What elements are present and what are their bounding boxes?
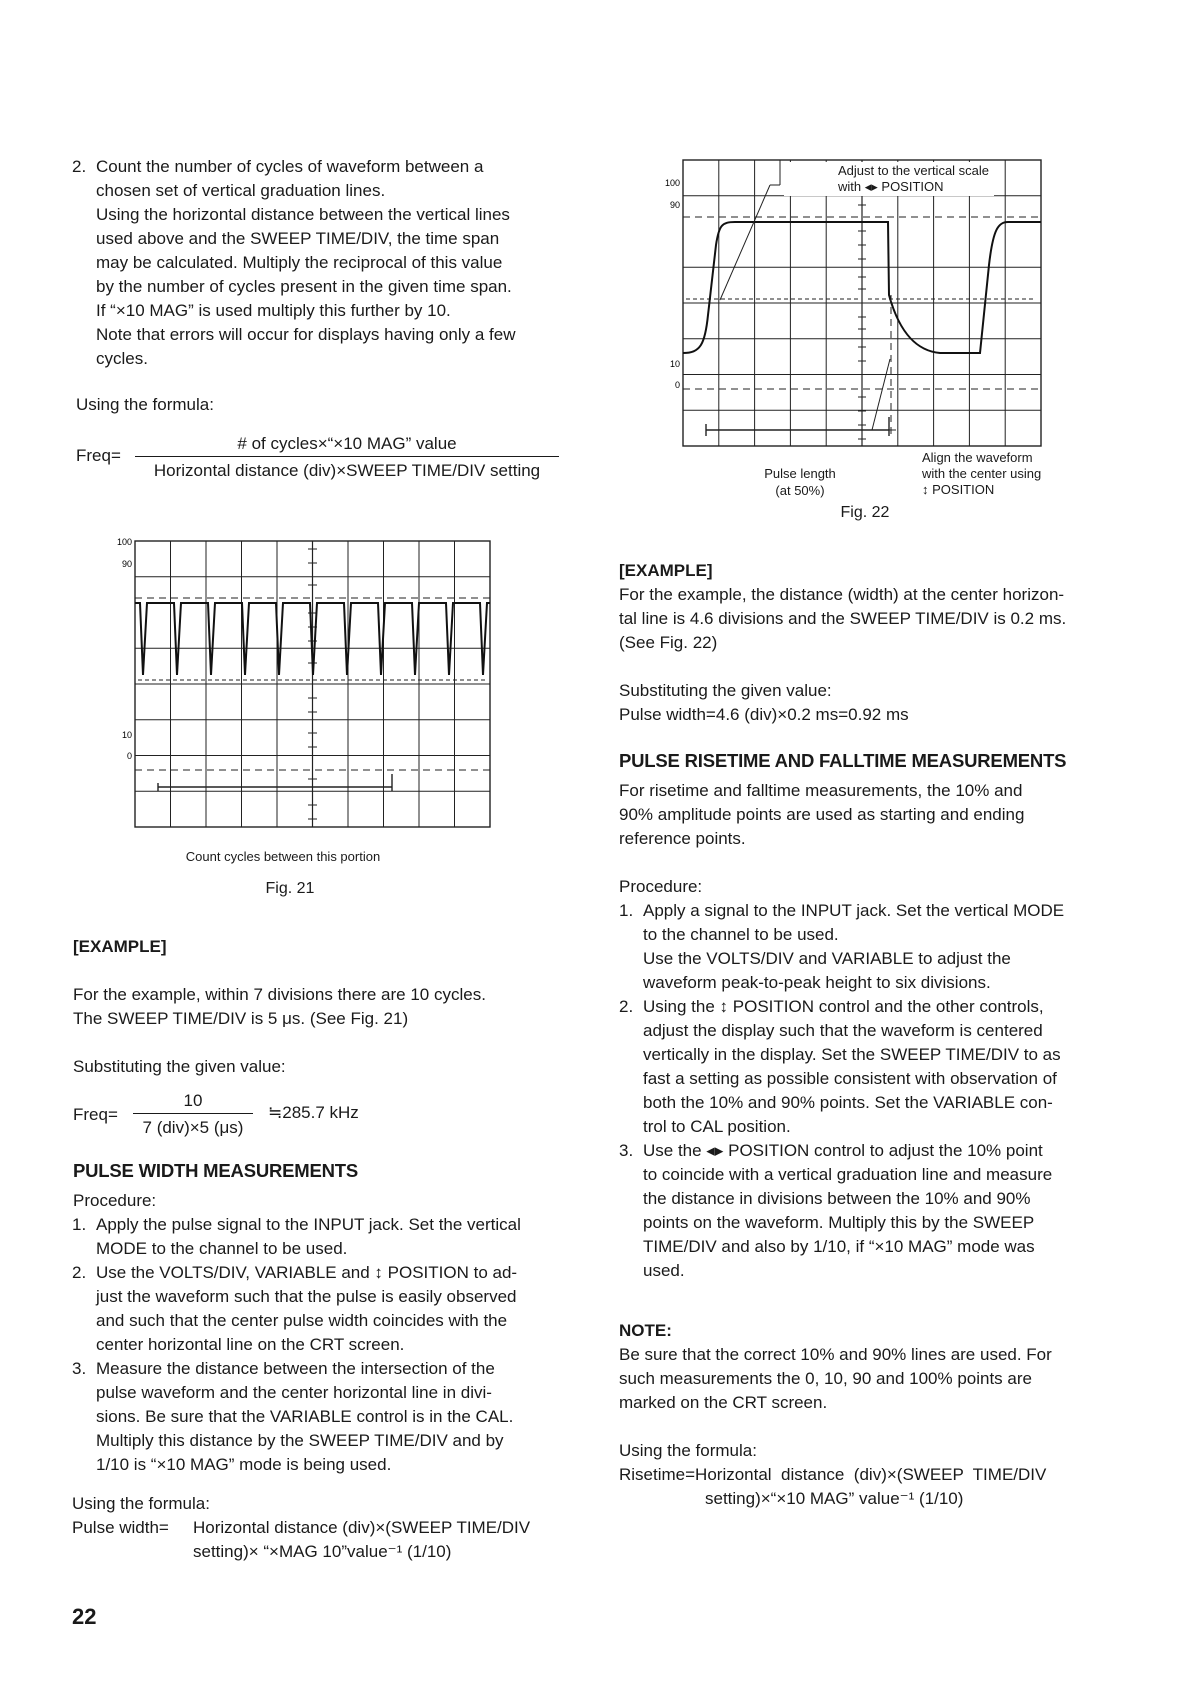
fig22-note-align-2: with the center using: [922, 466, 1042, 481]
list-number: 2.: [619, 997, 634, 1016]
text-line: For the example, the distance (width) at the center horizon-: [619, 585, 1065, 604]
text-line: and such that the center pulse width coincides with the: [96, 1311, 508, 1330]
text-line: by the number of cycles present in the given time span.: [96, 277, 512, 296]
text-line: cycles.: [96, 349, 148, 368]
text-line: the distance in divisions between the 10% and 90%: [643, 1189, 1031, 1208]
risetime-intro: [619, 779, 1099, 851]
text-line: pulse waveform and the center horizontal line in divi-: [96, 1383, 492, 1402]
text-line: center horizontal line on the CRT screen.: [96, 1335, 405, 1354]
text-line: (See Fig. 22): [619, 633, 718, 652]
text-line: Apply a signal to the INPUT jack. Set the vertical MODE: [643, 901, 1065, 920]
text-line: used above and the SWEEP TIME/DIV, the time span: [96, 229, 500, 248]
text-line: Using the ↕ POSITION control and the other controls,: [643, 997, 1044, 1016]
text-line: used.: [643, 1261, 685, 1280]
fig22-note-pulse-2: (at 50%): [775, 483, 825, 498]
fig22-label: Fig. 22: [840, 504, 890, 521]
fig22-axis-10: 10: [669, 359, 680, 369]
text-line: Measure the distance between the intersection of the: [96, 1359, 495, 1378]
right-example-text: [619, 583, 1099, 655]
fig21-caption: Count cycles between this portion: [185, 849, 381, 864]
text-line: Use the VOLTS/DIV and VARIABLE to adjust the: [643, 949, 1011, 968]
list-number: 3.: [72, 1359, 87, 1378]
text-line: may be calculated. Multiply the reciprocal of this value: [96, 253, 503, 272]
text-line: to the channel to be used.: [643, 925, 839, 944]
rise-formula-line-2: setting)×“×10 MAG” value⁻¹ (1/10): [705, 1489, 964, 1508]
note-text: [619, 1343, 1099, 1415]
text-line: trol to CAL position.: [643, 1117, 791, 1136]
pulse-width-heading: PULSE WIDTH MEASUREMENTS: [73, 1160, 359, 1181]
freq-label: Freq=: [76, 446, 121, 465]
text-line: Use the VOLTS/DIV, VARIABLE and ↕ POSITION to ad-: [96, 1263, 518, 1282]
text-line: If “×10 MAG” is used multiply this further by 10.: [96, 301, 451, 320]
freq-denominator: Horizontal distance (div)×SWEEP TIME/DIV setting: [153, 461, 541, 480]
left-example-heading: [EXAMPLE]: [73, 937, 167, 956]
text-line: such measurements the 0, 10, 90 and 100% points are: [619, 1369, 1032, 1388]
fig21-axis-90: 90: [121, 559, 132, 569]
left-procedure: Procedure:: [73, 1191, 157, 1210]
text-line: chosen set of vertical graduation lines.: [96, 181, 386, 200]
pulse-width-result: Pulse width=4.6 (div)×0.2 ms=0.92 ms: [619, 705, 909, 724]
right-procedure: Procedure:: [619, 877, 703, 896]
list-item: [72, 1357, 562, 1477]
text-line: MODE to the channel to be used.: [96, 1239, 348, 1258]
text-line: TIME/DIV and also by 1/10, if “×10 MAG” mode was: [643, 1237, 1035, 1256]
ex-result: ≒285.7 kHz: [268, 1103, 359, 1122]
ex-numerator: 10: [183, 1091, 203, 1110]
text-line: 1/10 is “×10 MAG” mode is being used.: [96, 1455, 392, 1474]
list-number: 2.: [72, 1263, 87, 1282]
pw-using-formula: Using the formula:: [72, 1494, 210, 1513]
text-line: vertically in the display. Set the SWEEP TIME/DIV to as: [643, 1045, 1061, 1064]
ex-freq-label: Freq=: [73, 1105, 118, 1124]
right-example-heading: [EXAMPLE]: [619, 561, 713, 580]
risetime-list: [619, 899, 1099, 1283]
fig22-note-top-2: with ◂▸ POSITION: [838, 179, 944, 194]
pulse-width-list: [72, 1213, 562, 1477]
fig22-note-top-1: Adjust to the vertical scale: [838, 163, 990, 178]
text-line: Note that errors will occur for displays having only a few: [96, 325, 516, 344]
list-item: [72, 1213, 562, 1261]
freq-fraction-line: [135, 456, 559, 457]
text-line: marked on the CRT screen.: [619, 1393, 828, 1412]
fig21-graticule: [110, 535, 500, 865]
right-substituting: Substituting the given value:: [619, 681, 832, 700]
fig21-label: Fig. 21: [265, 880, 315, 897]
note-heading: NOTE:: [619, 1321, 672, 1340]
fig21-axis-0: 0: [126, 751, 132, 761]
text-line: fast a setting as possible consistent with observation of: [643, 1069, 1057, 1088]
ex-denominator: 7 (div)×5 (μs): [142, 1118, 244, 1137]
text-line: For risetime and falltime measurements, the 10% and: [619, 781, 1023, 800]
text-line: to coincide with a vertical graduation line and measure: [643, 1165, 1053, 1184]
text-line: Count the number of cycles of waveform between a: [96, 157, 484, 176]
text-line: Be sure that the correct 10% and 90% lines are used. For: [619, 1345, 1052, 1364]
fig22-note-pulse-1: Pulse length: [764, 466, 836, 481]
text-line: sions. Be sure that the VARIABLE control is in the CAL.: [96, 1407, 514, 1426]
text-line: points on the waveform. Multiply this by the SWEEP: [643, 1213, 1035, 1232]
text-line: adjust the display such that the waveform is centered: [643, 1021, 1043, 1040]
list-item: [619, 1139, 1099, 1283]
rise-formula-line-1: Risetime=Horizontal distance (div)×(SWEEP TIME/DIV: [619, 1465, 1047, 1484]
left-example-line-1: For the example, within 7 divisions there are 10 cycles.: [73, 985, 486, 1004]
list-number: 2.: [72, 157, 87, 176]
text-line: just the waveform such that the pulse is easily observed: [96, 1287, 517, 1306]
text-line: tal line is 4.6 divisions and the SWEEP TIME/DIV is 0.2 ms.: [619, 609, 1067, 628]
fig21-axis-100: 100: [116, 537, 132, 547]
freq-numerator: # of cycles×“×10 MAG” value: [237, 434, 457, 453]
ex-fraction-line: [133, 1113, 253, 1114]
text-line: waveform peak-to-peak height to six divisions.: [643, 973, 991, 992]
list-number: 1.: [619, 901, 634, 920]
text-line: reference points.: [619, 829, 746, 848]
text-line: both the 10% and 90% points. Set the VARIABLE con-: [643, 1093, 1053, 1112]
fig22-axis-90: 90: [669, 200, 680, 210]
text-line: Use the ◂▸ POSITION control to adjust the 10% point: [643, 1141, 1043, 1160]
list-item: [619, 995, 1099, 1139]
fig22-axis-100: 100: [664, 178, 680, 188]
list-item: [72, 1261, 562, 1357]
text-line: Using the horizontal distance between the vertical lines: [96, 205, 510, 224]
fig21-axis-10: 10: [121, 730, 132, 740]
pw-formula-line-1: Horizontal distance (div)×(SWEEP TIME/DIV: [193, 1518, 531, 1537]
pw-formula-line-2: setting)× “×MAG 10”value⁻¹ (1/10): [193, 1542, 452, 1561]
using-formula-label: Using the formula:: [76, 395, 214, 414]
text-line: Multiply this distance by the SWEEP TIME/DIV and by: [96, 1431, 504, 1450]
text-line: Apply the pulse signal to the INPUT jack. Set the vertical: [96, 1215, 521, 1234]
pw-formula-label: Pulse width=: [72, 1518, 169, 1537]
text-line: 90% amplitude points are used as starting and ending: [619, 805, 1025, 824]
list-item: [619, 899, 1099, 995]
list-number: 3.: [619, 1141, 634, 1160]
left-substituting: Substituting the given value:: [73, 1057, 286, 1076]
list-number: 1.: [72, 1215, 87, 1234]
page-number: 22: [72, 1604, 97, 1629]
right-using-formula: Using the formula:: [619, 1441, 757, 1460]
fig22-axis-0: 0: [674, 380, 680, 390]
risetime-heading: PULSE RISETIME AND FALLTIME MEASUREMENTS: [619, 750, 1067, 771]
fig22-note-align-1: Align the waveform: [922, 450, 1033, 465]
left-example-line-2: The SWEEP TIME/DIV is 5 μs. (See Fig. 21): [73, 1009, 409, 1028]
fig22-note-align-3: ↕ POSITION: [922, 482, 995, 497]
left-item-2: [72, 155, 562, 371]
